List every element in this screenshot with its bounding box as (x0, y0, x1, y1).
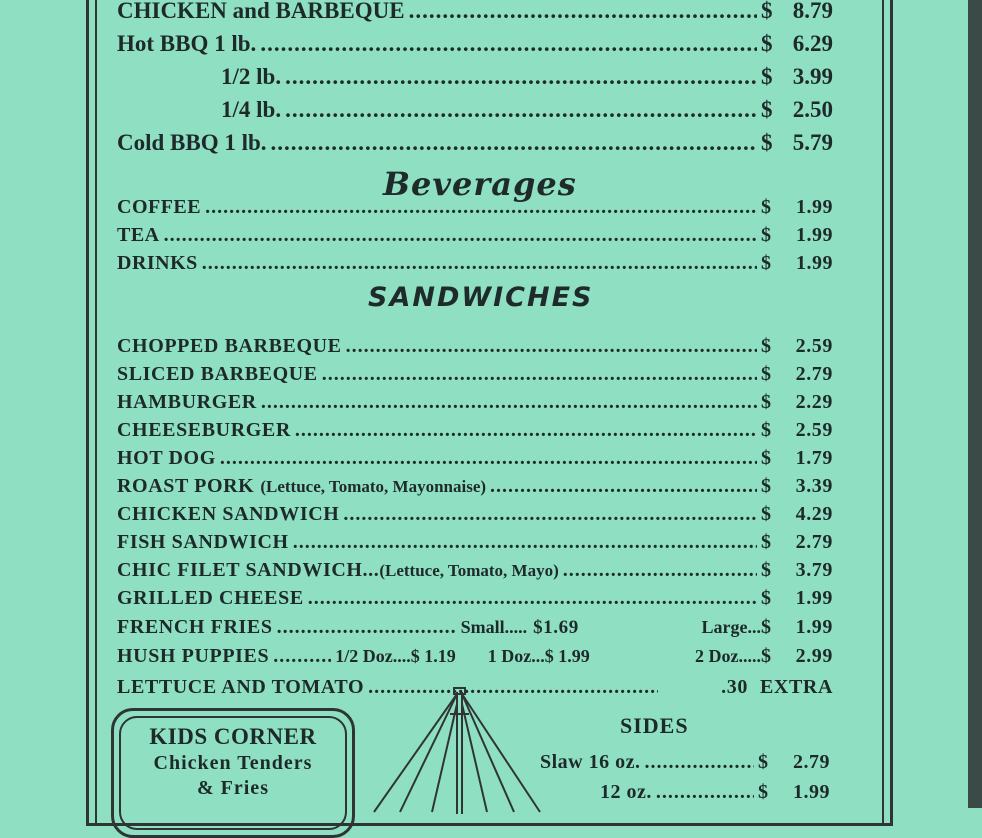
item-price (761, 363, 833, 386)
menu-item (117, 391, 833, 414)
price-value: 2.79 (795, 531, 833, 553)
page-edge (968, 0, 982, 808)
item-name: Hot BBQ 1 lb. (117, 31, 257, 56)
leader-dots (285, 97, 757, 123)
leader-dots (205, 196, 757, 219)
price-value: 1.99 (796, 224, 833, 246)
half-dozen-price: 1/2 Doz....$ 1.19 (335, 646, 456, 666)
dollar-sign: $ (761, 391, 772, 413)
two-dozen-label: 2 Doz..... (695, 646, 761, 666)
extra-label: EXTRA (759, 676, 833, 698)
dollar-sign: $ (761, 130, 773, 155)
menu-item (117, 335, 833, 358)
item-name: HOT DOG (117, 447, 216, 469)
dollar-sign: $ (761, 335, 772, 357)
item-name: CHICKEN SANDWICH (117, 503, 340, 525)
one-dozen-price: 1 Doz...$ 1.99 (487, 646, 590, 666)
item-price (758, 751, 830, 774)
dollar-sign: $ (761, 252, 772, 274)
leader-dots (164, 224, 757, 247)
price-value: 1.79 (795, 447, 833, 469)
dollar-sign: $ (761, 616, 772, 638)
item-price (761, 616, 833, 639)
price-value: 2.79 (795, 363, 833, 385)
item-name: FISH SANDWICH (117, 531, 289, 553)
menu-item (117, 447, 833, 470)
item-name: 1/4 lb. (221, 97, 282, 122)
price-value: 3.99 (792, 64, 833, 89)
price-value: 8.79 (792, 0, 833, 23)
item-name: 12 oz. (600, 781, 652, 803)
item-name: GRILLED CHEESE (117, 587, 304, 609)
menu-item (117, 475, 833, 498)
item-price (761, 531, 833, 554)
dollar-sign: $ (761, 64, 773, 89)
price-value: 6.29 (792, 31, 833, 56)
price-value: 3.39 (795, 475, 833, 497)
dollar-sign: $ (761, 224, 772, 246)
menu-item (117, 587, 833, 610)
price-value: 4.29 (795, 503, 833, 525)
leader-dots (656, 781, 754, 804)
price-value: 1.99 (796, 196, 833, 218)
item-price (761, 252, 833, 275)
kids-corner-line: Chicken Tenders (153, 752, 313, 774)
item-note: (Lettuce, Tomato, Mayo) (379, 561, 559, 580)
item-price (761, 97, 833, 123)
price-value: 5.79 (792, 130, 833, 155)
menu-item (117, 224, 833, 247)
item-name: LETTUCE AND TOMATO (117, 676, 365, 698)
price-value: 2.29 (795, 391, 833, 413)
item-name: TEA (117, 224, 160, 246)
price-value: 2.59 (795, 419, 833, 441)
item-price (758, 781, 830, 804)
menu-item (117, 252, 833, 275)
item-price (761, 503, 833, 526)
price-value: 2.50 (792, 97, 833, 122)
price-value: 1.99 (795, 587, 833, 609)
item-name: Slaw 16 oz. (540, 751, 641, 773)
item-price (761, 130, 833, 156)
item-price (761, 391, 833, 414)
item-price (761, 475, 833, 498)
menu-item (117, 196, 833, 219)
dollar-sign: $ (761, 475, 772, 497)
leader-dots (293, 531, 757, 554)
dollar-sign: $ (761, 503, 772, 525)
item-price (761, 196, 833, 219)
item-name: DRINKS (117, 252, 198, 274)
dollar-sign: $ (761, 447, 772, 469)
item-name: ROAST PORK (117, 475, 255, 497)
price-value: 2.79 (793, 751, 830, 773)
kids-corner-title: KIDS CORNER (149, 724, 317, 749)
dollar-sign: $ (758, 751, 769, 773)
large-label: Large... (701, 617, 761, 637)
extra-price: .30 (721, 676, 748, 698)
menu-item (117, 503, 833, 526)
leader-dots (490, 475, 757, 498)
leader-dots (220, 447, 757, 470)
item-name: COFFEE (117, 196, 202, 218)
sailboat-illustration (372, 684, 542, 814)
menu-item (117, 419, 833, 442)
dollar-sign: $ (761, 531, 772, 553)
menu-item (117, 130, 833, 156)
item-name: 1/2 lb. (221, 64, 282, 89)
item-price (761, 224, 833, 247)
leader-dots (308, 587, 757, 610)
item-name: CHIC FILET SANDWICH... (117, 559, 380, 581)
leader-dots (285, 64, 757, 90)
item-name: CHICKEN and BARBEQUE (117, 0, 405, 23)
price-value: 2.59 (795, 335, 833, 357)
item-note: (Lettuce, Tomato, Mayonnaise) (260, 477, 487, 496)
price-value: 2.99 (795, 645, 833, 667)
dollar-sign: $ (761, 31, 773, 56)
leader-dots (343, 503, 757, 526)
item-name: HAMBURGER (117, 391, 257, 413)
item-price (761, 419, 833, 442)
menu-item (117, 531, 833, 554)
sides-heading: SIDES (620, 713, 689, 738)
dollar-sign: $ (761, 97, 773, 122)
leader-dots (277, 616, 457, 639)
item-price (761, 645, 833, 668)
leader-dots (295, 419, 757, 442)
item-price (761, 31, 833, 57)
item-price (761, 587, 833, 610)
price-value: 1.99 (796, 252, 833, 274)
item-price (761, 559, 833, 582)
item-price (761, 64, 833, 90)
leader-dots (260, 31, 757, 57)
kids-corner-box (111, 708, 355, 838)
menu-item (117, 64, 833, 90)
item-price (761, 0, 833, 24)
menu-item-hush-puppies (117, 645, 833, 668)
item-price (761, 447, 833, 470)
dollar-sign: $ (761, 419, 772, 441)
leader-dots (271, 130, 757, 156)
item-name: FRENCH FRIES (117, 616, 273, 638)
item-name: CHEESEBURGER (117, 419, 291, 441)
dollar-sign: $ (761, 0, 773, 23)
leader-dots (273, 645, 331, 668)
leader-dots (346, 335, 757, 358)
dollar-sign: $ (761, 196, 772, 218)
dollar-sign: $ (761, 587, 772, 609)
menu-item (117, 31, 833, 57)
item-name: SLICED BARBEQUE (117, 363, 318, 385)
menu-item (117, 363, 833, 386)
leader-dots (261, 391, 757, 414)
dollar-sign: $ (761, 645, 772, 667)
item-price (761, 335, 833, 358)
menu-item (117, 97, 833, 123)
kids-corner-line: & Fries (197, 777, 269, 799)
side-item (540, 781, 830, 804)
beverages-heading: Beverages (383, 165, 577, 203)
price-value: 3.79 (795, 559, 833, 581)
item-name: HUSH PUPPIES (117, 645, 270, 667)
dollar-sign: $ (761, 559, 772, 581)
small-price: $1.69 (533, 617, 579, 638)
menu-item (117, 559, 833, 582)
leader-dots (645, 751, 755, 774)
small-label: Small..... (460, 617, 528, 637)
menu-item-french-fries (117, 616, 833, 639)
side-item (540, 751, 830, 774)
price-value: 1.99 (793, 781, 830, 803)
price-value: 1.99 (795, 616, 833, 638)
leader-dots (322, 363, 757, 386)
menu-item (117, 0, 833, 24)
leader-dots (202, 252, 757, 275)
leader-dots (563, 559, 757, 582)
leader-dots (409, 0, 757, 24)
item-name: Cold BBQ 1 lb. (117, 130, 267, 155)
dollar-sign: $ (758, 781, 769, 803)
sandwiches-heading: SANDWICHES (368, 282, 594, 313)
dollar-sign: $ (761, 363, 772, 385)
kids-corner-inner (119, 716, 347, 830)
item-name: CHOPPED BARBEQUE (117, 335, 342, 357)
